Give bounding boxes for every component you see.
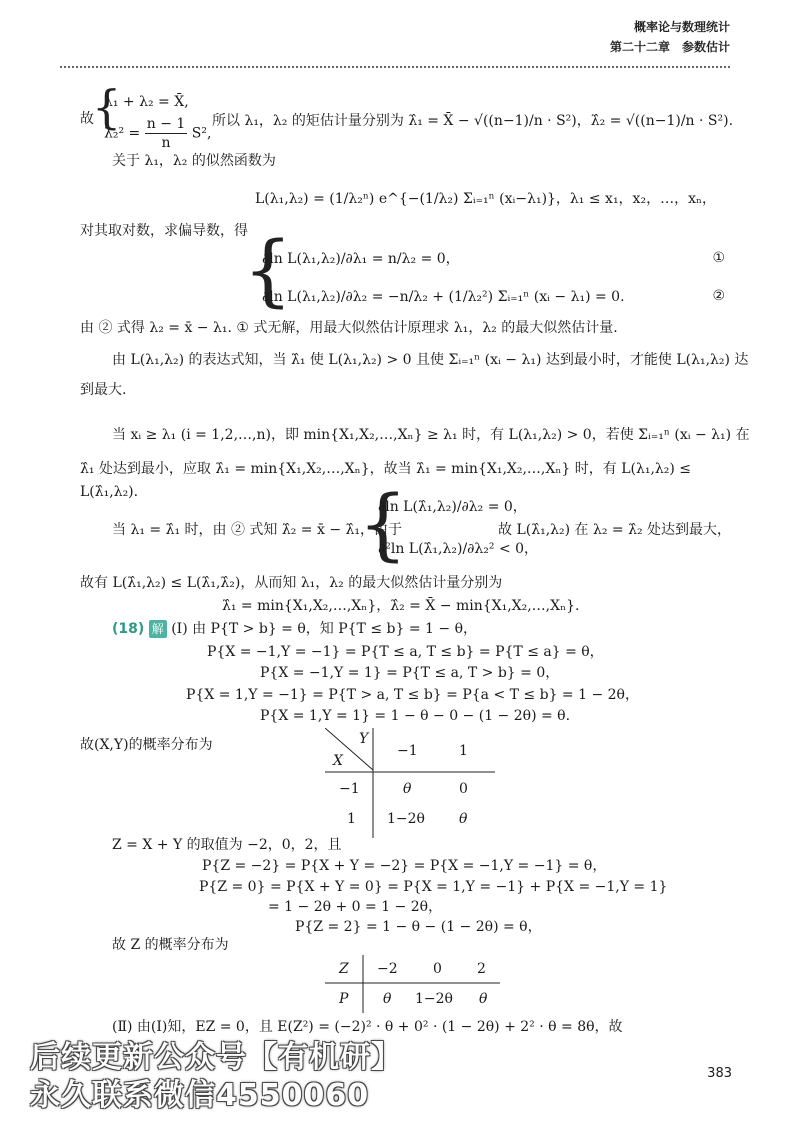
p-value: θ [479, 991, 488, 1007]
z-prob-2: P{Z = 0} = P{X + Y = 0} = P{X = 1,Y = −1} + P{X = −1,Y = 1} [199, 879, 668, 895]
part-2-text: (Ⅱ) 由(Ⅰ)知，EZ = 0，且 E(Z²) = (−2)² · θ + 0² · (1 − 2θ) + 2² · θ = 8θ，故 [112, 1019, 623, 1035]
page-number: 383 [707, 1066, 732, 1081]
joint-dist-intro: 故(X,Y)的概率分布为 [80, 737, 213, 753]
moment-eq-1: λ₁ + λ₂ = X̄, [104, 94, 189, 110]
partial-derivative-2: ∂ln L(λ₁,λ₂)/∂λ₂ = −n/λ₂ + (1/λ₂²) Σᵢ₌₁ⁿ (xᵢ − λ₁) = 0. [262, 289, 625, 305]
prob-line-a: P{X = −1,Y = −1} = P{T ≤ a, T ≤ b} = P{T ≤ a} = θ， [207, 644, 604, 660]
mle-result: λ̂₁ = min{X₁,X₂,…,Xₙ}，λ̂₂ = X̄ − min{X₁,X₂,…,Xₙ}. [222, 598, 580, 614]
z-value: −2 [377, 961, 398, 977]
from-eq-2: 由 ② 式得 λ₂ = x̄ − λ₁. ① 式无解，用最大似然估计原理求 λ₁，λ₂ 的最大似然估计量. [80, 320, 618, 336]
corner-x: X [333, 753, 343, 769]
watermark-line-1: 后续更新公众号【有机研】 [30, 1040, 402, 1075]
z-values-intro: Z = X + Y 的取值为 −2，0，2，且 [112, 837, 342, 853]
paragraph-1a: 由 L(λ₁,λ₂) 的表达式知，当 λ̂₁ 使 L(λ₁,λ₂) > 0 且使 Σᵢ₌₁ⁿ (xᵢ − λ₁) 达到最小时，才能使 L(λ₁,λ₂) 达 [112, 352, 749, 368]
solution-badge: 解 [149, 620, 167, 638]
header-divider [60, 66, 730, 68]
partial-derivative-1: ∂ln L(λ₁,λ₂)/∂λ₁ = n/λ₂ = 0， [262, 251, 460, 267]
moment-conclusion: 所以 λ₁，λ₂ 的矩估计量分别为 λ̂₁ = X̄ − √((n−1)/n · S²)，λ̂₂ = √((n−1)/n · S²). [212, 113, 734, 129]
joint-distribution-table [325, 728, 495, 838]
left-brace: { [243, 226, 293, 316]
row-label: −1 [339, 781, 360, 797]
table-cell: θ [459, 811, 468, 827]
prob-line-c: P{X = 1,Y = −1} = P{T > a, T ≤ b} = P{a < T ≤ b} = 1 − 2θ， [186, 687, 639, 703]
condition-2: ∂²ln L(λ̂₁,λ₂)/∂λ₂² < 0， [378, 541, 539, 557]
book-title: 概率论与数理统计 [633, 20, 730, 34]
paragraph-1b: 到最大. [80, 382, 127, 398]
gu-label: 故 [80, 111, 94, 127]
paragraph-4: 故有 L(λ̂₁,λ₂) ≤ L(λ̂₁,λ̂₂)，从而知 λ₁，λ₂ 的最大似然估计量分别为 [80, 575, 503, 591]
table-cell: θ [403, 781, 412, 797]
paragraph-3-left: 当 λ₁ = λ̂₁ 时，由 ② 式知 λ̂₂ = x̄ − λ̂₁，由于 [112, 522, 402, 538]
paragraph-3-right: 故 L(λ̂₁,λ₂) 在 λ₂ = λ̂₂ 处达到最大， [498, 522, 732, 538]
table-cell: 0 [459, 781, 468, 797]
z-prob-4: P{Z = 2} = 1 − θ − (1 − 2θ) = θ， [295, 919, 542, 935]
left-brace: { [358, 480, 408, 570]
table-lines [325, 955, 500, 1013]
likelihood-intro: 关于 λ₁，λ₂ 的似然函数为 [112, 153, 276, 169]
equation-mark-1: ① [712, 250, 725, 266]
p-value: 1−2θ [415, 991, 453, 1007]
col-header: −1 [397, 743, 418, 759]
paragraph-2a: 当 xᵢ ≥ λ₁ (i = 1,2,…,n)，即 min{X₁,X₂,…,Xₙ} ≥ λ₁ 时，有 L(λ₁,λ₂) > 0，若使 Σᵢ₌₁ⁿ (xᵢ − λ₁) 在 [112, 427, 750, 443]
z-dist-intro: 故 Z 的概率分布为 [112, 937, 229, 953]
row-label: 1 [347, 811, 356, 827]
left-brace: { [92, 80, 122, 134]
corner-y: Y [359, 731, 369, 747]
watermark-line-2: 永久联系微信4550060 [30, 1078, 370, 1113]
problem-18-intro: (18) 解 (Ⅰ) 由 P{T > b} = θ，知 P{T ≤ b} = 1 − θ， [112, 621, 477, 637]
fraction: $\frac{n - 1}{n}$ [146, 116, 186, 151]
problem-number: (18) [112, 621, 145, 637]
prob-line-b: P{X = −1,Y = 1} = P{T ≤ a, T > b} = 0， [260, 665, 560, 681]
prob-line-d: P{X = 1,Y = 1} = 1 − θ − 0 − (1 − 2θ) = θ. [260, 708, 571, 724]
table-cell: 1−2θ [387, 811, 425, 827]
moment-eq-2: λ₂² = $\frac{n - 1}{n}$ S², [104, 116, 212, 151]
z-value: 0 [433, 961, 442, 977]
paragraph-2b: λ̂₁ 处达到最小，应取 λ̂₁ = min{X₁,X₂,…,Xₙ}，故当 λ̂₁ = min{X₁,X₂,…,Xₙ} 时，有 L(λ₁,λ₂) ≤ [80, 461, 692, 477]
likelihood-formula: L(λ₁,λ₂) = (1/λ₂ⁿ) e^{−(1/λ₂) Σᵢ₌₁ⁿ (xᵢ−λ₁)}，λ₁ ≤ x₁，x₂，…，xₙ， [255, 191, 717, 207]
z-prob-1: P{Z = −2} = P{X + Y = −2} = P{X = −1,Y = −1} = θ， [202, 858, 607, 874]
log-intro: 对其取对数，求偏导数，得 [80, 223, 248, 239]
p-row-label: P [339, 991, 349, 1007]
col-header: 1 [459, 743, 468, 759]
condition-1: ∂ln L(λ̂₁,λ₂)/∂λ₂ = 0， [378, 499, 527, 515]
equation-mark-2: ② [712, 288, 725, 304]
chapter-title: 第二十二章 参数估计 [609, 40, 730, 54]
z-prob-3: = 1 − 2θ + 0 = 1 − 2θ， [268, 899, 443, 915]
p-value: θ [383, 991, 392, 1007]
z-row-label: Z [339, 961, 349, 977]
z-value: 2 [477, 961, 486, 977]
paragraph-2c: L(λ̂₁,λ₂). [80, 484, 139, 500]
z-distribution-table [325, 955, 500, 1013]
